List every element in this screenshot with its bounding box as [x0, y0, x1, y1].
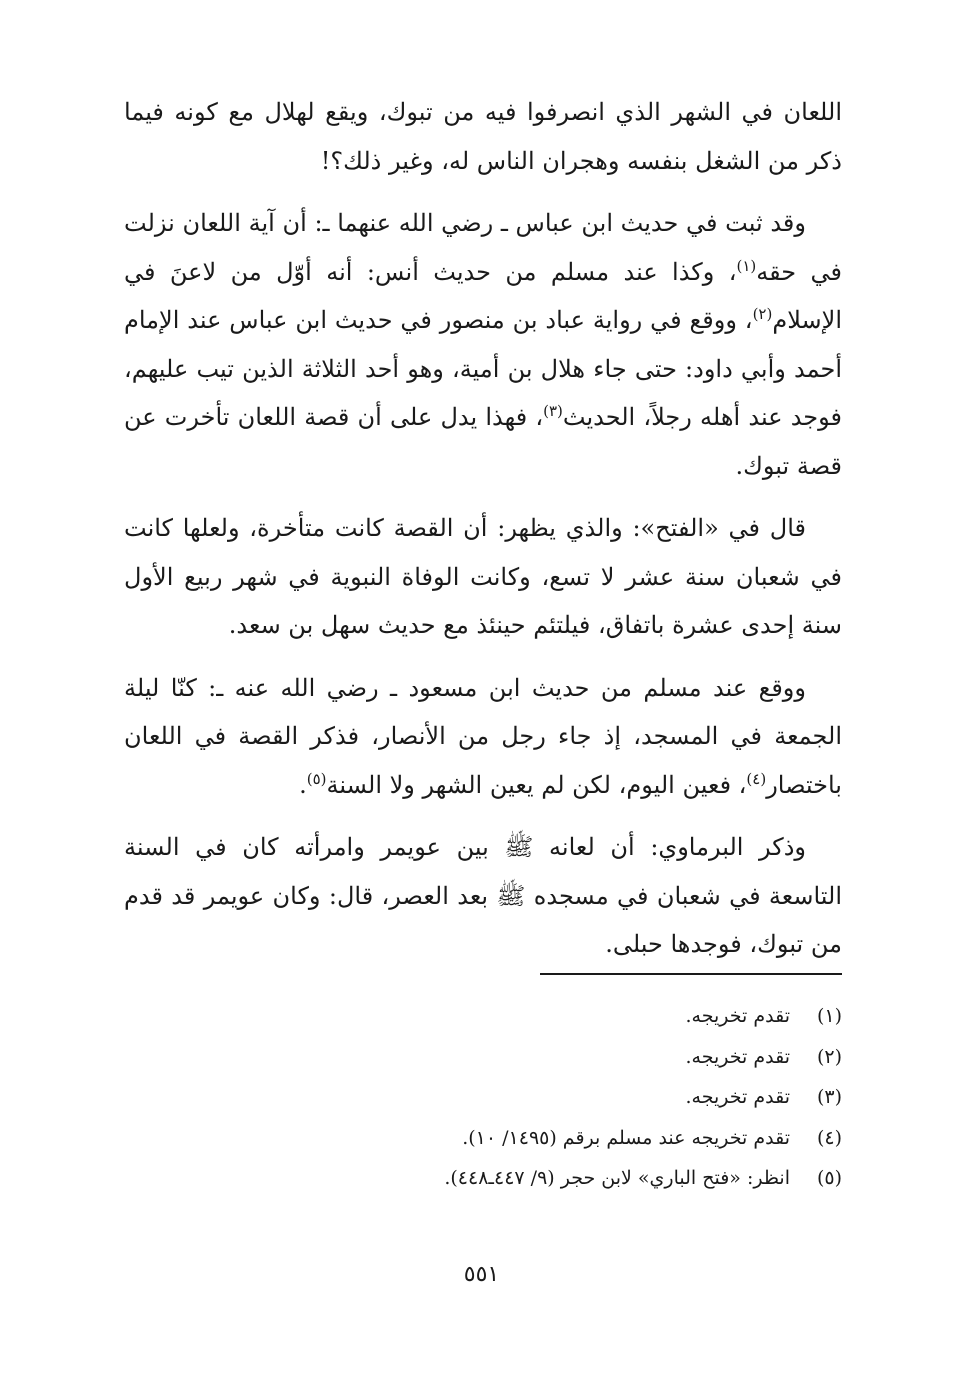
- footnote-text: تقدم تخريجه عند مسلم برقم (١٤٩٥/ ١٠).: [462, 1126, 790, 1149]
- paragraph-2: [124, 199, 842, 490]
- footnote-2: [300, 1037, 842, 1078]
- footnote-ref-2[interactable]: (٢): [752, 305, 773, 323]
- main-text: [124, 88, 842, 983]
- footnote-number: (٥): [816, 1167, 842, 1189]
- footnote-number: (١): [816, 1005, 842, 1027]
- paragraph-text: قال في «الفتح»: والذي يظهر: أن القصة كانت متأخرة، ولعلها كانت في شعبان سنة عشر لا تسع، وكانت الوفاة النبوية في شهر ربيع الأول سنة إحدى عشرة باتفاق، فيلتئم حينئذ مع حديث سهل بن سعد.: [124, 514, 842, 639]
- footnote-text: تقدم تخريجه.: [685, 1005, 790, 1027]
- footnote-1: [300, 996, 842, 1037]
- paragraph-text: ، ووقع في رواية عباد بن منصور في حديث ابن عباس عند الإمام أحمد وأبي داود: حتى جاء هلال بن أمية، وهو أحد الثلاثة الذين تيب عليهم، فوجد عند أهله رجلاً، الحديث: [124, 306, 842, 431]
- paragraph-5: [124, 823, 842, 969]
- footnote-5: [300, 1158, 842, 1199]
- paragraph-text: وذكر البرماوي: أن لعانه ﷺ بين عويمر وامرأته كان في السنة التاسعة في شعبان في مسجده ﷺ بعد العصر، قال: وكان عويمر قد قدم من تبوك، فوجدها حبلى.: [124, 833, 842, 958]
- footnote-number: (٣): [816, 1086, 842, 1108]
- footnote-text: تقدم تخريجه.: [685, 1086, 790, 1108]
- footnote-3: [300, 1077, 842, 1118]
- paragraph-text: ، فعين اليوم، لكن لم يعين الشهر ولا السنة: [326, 770, 747, 799]
- footnote-separator: [540, 973, 842, 975]
- footnote-number: (٤): [816, 1126, 842, 1149]
- paragraph-3: [124, 504, 842, 650]
- paragraph-text: ، فهذا يدل على أن قصة اللعان تأخرت عن قصة تبوك.: [124, 403, 842, 480]
- paragraph-text: اللعان في الشهر الذي انصرفوا فيه من تبوك، ويقع لهلال مع كونه فيما ذكر من الشغل بنفسه وهجران الناس له، وغير ذلك؟!: [124, 98, 842, 175]
- footnote-ref-3[interactable]: (٣): [543, 402, 563, 420]
- paragraph-4: [124, 664, 842, 810]
- footnote-ref-1[interactable]: (١): [736, 256, 757, 275]
- paragraph-1: [124, 88, 842, 185]
- footnote-text: تقدم تخريجه.: [685, 1045, 790, 1068]
- paragraph-text: .: [299, 770, 307, 799]
- footnote-text: انظر: «فتح الباري» لابن حجر (٩/ ٤٤٧ـ٤٤٨).: [444, 1167, 790, 1189]
- paragraph-text: وقد ثبت في حديث ابن عباس ـ رضي الله عنهما ـ: أن آية اللعان نزلت في حقه: [124, 209, 842, 286]
- footnotes: [300, 996, 842, 1199]
- paragraph-text: ، وكذا عند مسلم من حديث أنس: أنه أوّل من لاعنَ في الإسلام: [124, 257, 842, 334]
- footnote-number: (٢): [816, 1045, 842, 1068]
- paragraph-text: ووقع عند مسلم من حديث ابن مسعود ـ رضي الله عنه ـ: كنّا ليلة الجمعة في المسجد، إذ جاء رجل من الأنصار، فذكر القصة في اللعان باختصار: [124, 673, 842, 799]
- footnote-ref-5[interactable]: (٥): [306, 769, 327, 788]
- footnote-ref-4[interactable]: (٤): [746, 769, 767, 788]
- footnote-4: [300, 1118, 842, 1159]
- page-number: ٥٥١: [463, 1262, 500, 1287]
